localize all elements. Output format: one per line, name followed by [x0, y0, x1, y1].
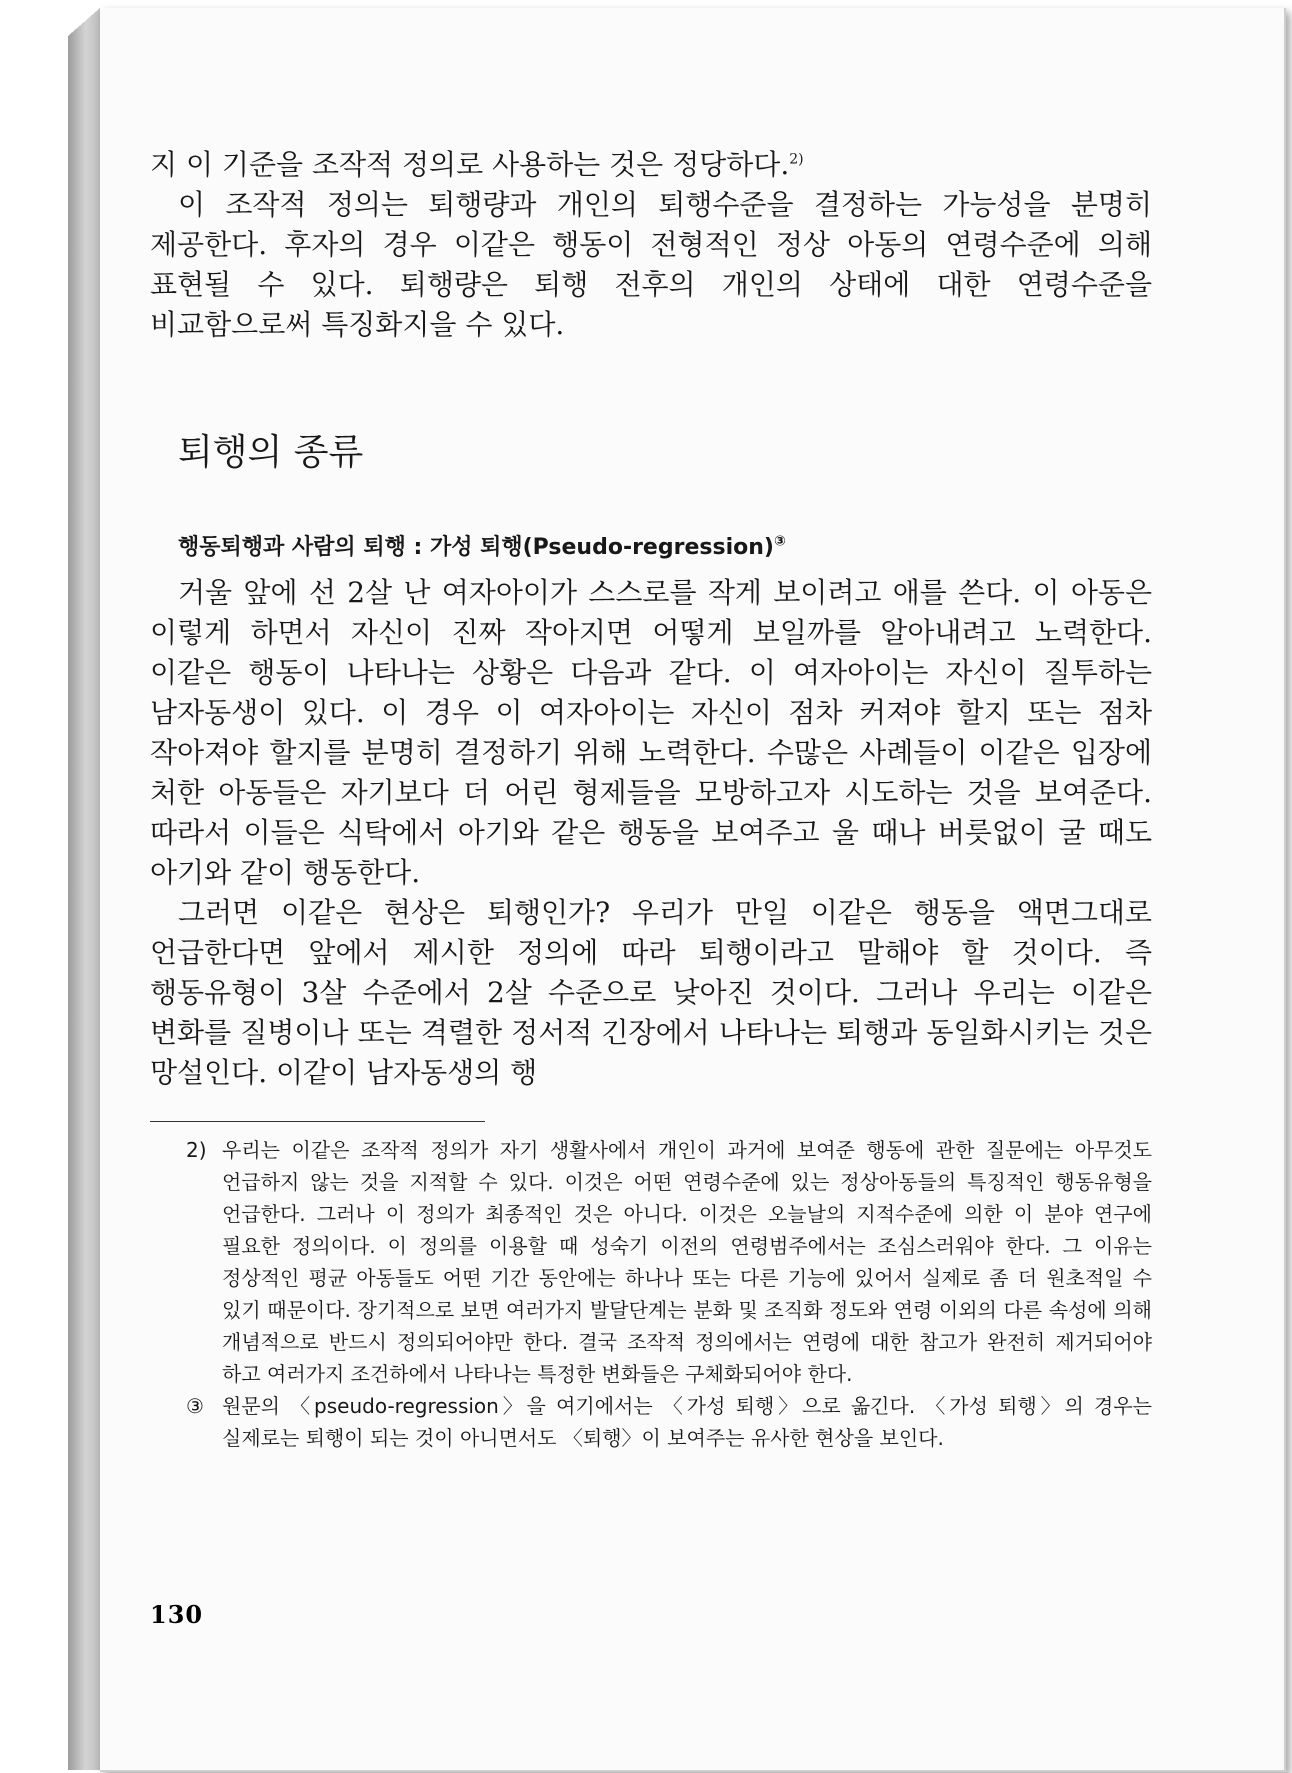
subheading-text: 행동퇴행과 사람의 퇴행 : 가성 퇴행(Pseudo-regression) — [178, 535, 774, 560]
paragraph-1 — [150, 145, 1152, 185]
footnote-3-text: 원문의 〈pseudo-regression〉을 여기에서는 〈가성 퇴행〉으로 옮긴다. 〈가성 퇴행〉의 경우는 실제로는 퇴행이 되는 것이 아니면서도 〈퇴행〉이 보여주는 유사한 현상을 보인다. — [222, 1394, 1152, 1450]
section-title: 퇴행의 종류 — [178, 432, 364, 473]
footnote-ref-3: ③ — [773, 533, 786, 550]
spine-corner — [68, 8, 100, 36]
footnote-3 — [150, 1390, 1152, 1454]
footnote-2-text: 우리는 이같은 조작적 정의가 자기 생활사에서 개인이 과거에 보여준 행동에 관한 질문에는 아무것도 언급하지 않는 것을 지적할 수 있다. 이것은 어떤 연령수준에 있는 정상아동들의 특징적인 행동유형을 언급한다. 그러나 이 정의가 최종적인 것은 아니다. 이것은 오늘날의 지적수준에 의한 이 분야 연구에 필요한 정의이다. 이 정의를 이용할 때 성숙기 이전의 연령범주에서는 조심스러워야 한다. 그 이유는 정상적인 평균 아동들도 어떤 기간 동안에는 하나나 또는 다른 기능에 있어서 실제로 좀 더 원초적일 수 있기 때문이다. 장기적으로 보면 여러가지 발달단계는 분화 및 조직화 정도와 연령 이외의 다른 속성에 의해 개념적으로 반드시 정의되어야만 한다. 결국 조작적 정의에서는 연령에 대한 참고가 완전히 제거되어야 하고 여러가지 조건하에서 나타나는 특정한 변화들은 구체화되어야 한다. — [222, 1138, 1152, 1386]
book-spine — [68, 8, 100, 1770]
page-number: 130 — [150, 1600, 204, 1629]
footnote-ref-2: 2) — [789, 151, 804, 168]
footnote-divider — [150, 1121, 485, 1122]
paragraph-4: 그러면 이같은 현상은 퇴행인가? 우리가 만일 이같은 행동을 액면그대로 언급한다면 앞에서 제시한 정의에 따라 퇴행이라고 말해야 할 것이다. 즉 행동유형이 3살 수준에서 2살 수준으로 낮아진 것이다. 그러나 우리는 이같은 변화를 질병이나 또는 격렬한 정서적 긴장에서 나타나는 퇴행과 동일화시키는 것은 망설인다. 이같이 남자동생의 행 — [150, 896, 1152, 1089]
paragraph-2: 이 조작적 정의는 퇴행량과 개인의 퇴행수준을 결정하는 가능성을 분명히 제공한다. 후자의 경우 이같은 행동이 전형적인 정상 아동의 연령수준에 의해 표현될 수 있다. 퇴행량은 퇴행 전후의 개인의 상태에 대한 연령수준을 비교함으로써 특징화지을 수 있다. — [150, 188, 1152, 341]
page-content — [150, 145, 1152, 1454]
footnote-2-marker: 2) — [186, 1138, 207, 1162]
subheading — [178, 533, 1152, 563]
footnote-2 — [150, 1134, 1152, 1390]
footnote-3-marker: ③ — [186, 1394, 204, 1418]
paragraph-3: 거울 앞에 선 2살 난 여자아이가 스스로를 작게 보이려고 애를 쓴다. 이 아동은 이렇게 하면서 자신이 진짜 작아지면 어떻게 보일까를 알아내려고 노력한다. 이같은 행동이 나타나는 상황은 다음과 같다. 이 여자아이는 자신이 질투하는 남자동생이 있다. 이 경우 이 여자아이는 자신이 점차 커져야 할지 또는 점차 작아져야 할지를 분명히 결정하기 위해 노력한다. 수많은 사례들이 이같은 입장에 처한 아동들은 자기보다 더 어린 형제들을 모방하고자 시도하는 것을 보여준다. 따라서 이들은 식탁에서 아기와 같은 행동을 보여주고 울 때나 버릇없이 굴 때도 아기와 같이 행동한다. — [150, 576, 1152, 889]
paragraph-1-text: 지 이 기준을 조작적 정의로 사용하는 것은 정당하다. — [150, 148, 790, 181]
